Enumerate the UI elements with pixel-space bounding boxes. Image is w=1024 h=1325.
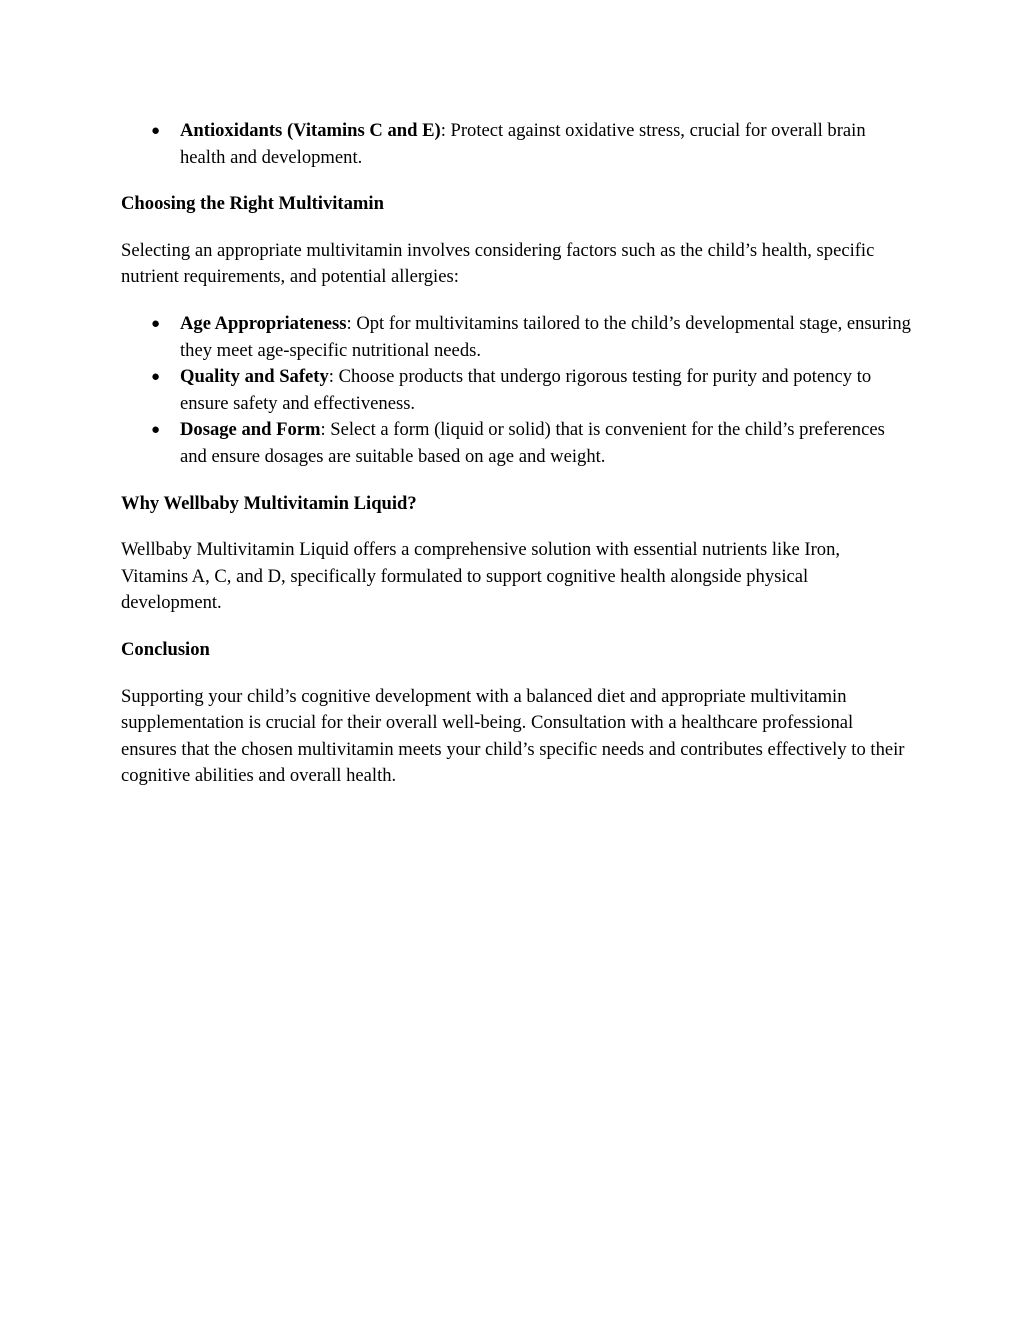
bullet-icon: ● (151, 369, 161, 386)
list-item (121, 364, 911, 417)
document-body (121, 118, 911, 790)
bullet-icon: ● (151, 123, 161, 139)
list-item-term: Dosage and Form (180, 419, 321, 441)
section-paragraph-conclusion: Supporting your child’s cognitive development with a balanced diet and appropriate multivitamin supplementation is crucial for their overall well-being. Consultation with a healthcare professional ensures that the chosen multivitamin meets your child’s specific needs and contributes effectively to their cognitive abilities and overall health. (121, 685, 905, 787)
bullet-icon: ● (151, 422, 161, 439)
list-item (121, 118, 911, 171)
list-item-text: : Opt for multivitamins tailored to the child’s developmental stage, ensuring they meet age-specific nutritional needs. (180, 312, 911, 361)
section-paragraph-why: Wellbaby Multivitamin Liquid offers a comprehensive solution with essential nutrients like Iron, Vitamins A, C, and D, specifically formulated to support cognitive health alongside physical development. (121, 539, 841, 614)
list-item-term: Quality and Safety (180, 366, 329, 388)
bullet-icon: ● (151, 315, 161, 332)
list-item-term: Antioxidants (Vitamins C and E) (180, 120, 441, 141)
section-paragraph-choosing: Selecting an appropriate multivitamin involves considering factors such as the child’s health, specific nutrient requirements, and potential allergies: (121, 239, 875, 288)
section-heading-why: Why Wellbaby Multivitamin Liquid? (121, 492, 417, 514)
antioxidants-list (121, 118, 911, 171)
list-item-text: : Protect against oxidative stress, crucial for overall brain health and development. (180, 120, 866, 168)
section-heading-choosing: Choosing the Right Multivitamin (121, 193, 384, 215)
list-item-text: : Choose products that undergo rigorous testing for purity and potency to ensure safety and effectiveness. (180, 366, 872, 414)
list-item-term: Age Appropriateness (180, 312, 347, 334)
list-item (121, 311, 911, 364)
choosing-criteria-list (121, 311, 911, 471)
section-heading-conclusion: Conclusion (121, 638, 210, 660)
list-item (121, 417, 911, 470)
list-item-text: : Select a form (liquid or solid) that is convenient for the child’s preferences and ensure dosages are suitable based on age and weight. (180, 419, 885, 467)
